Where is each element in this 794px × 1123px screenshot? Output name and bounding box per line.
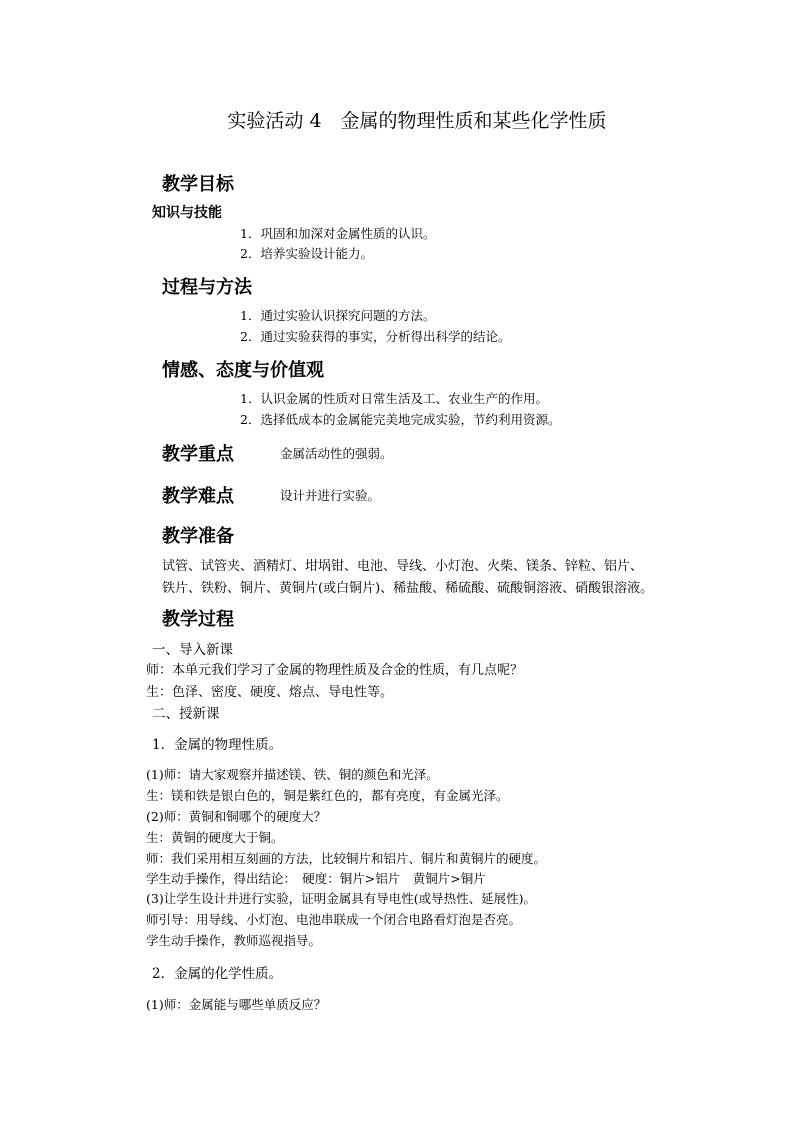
knowledge-item-1: 1．巩固和加深对金属性质的认识。 (240, 226, 436, 241)
emotions-item-2: 2．选择低成本的金属能完美地完成实验，节约利用资源。 (240, 412, 561, 427)
process-heading: 教学过程 (162, 609, 234, 630)
intro-line-2: 生：色泽、密度、硬度、熔点、导电性等。 (146, 685, 394, 700)
emotions-values-heading: 情感、态度与价值观 (162, 360, 324, 381)
preparation-line-1: 试管、试管夹、酒精灯、坩埚钳、电池、导线、小灯泡、火柴、镁条、锌粒、铝片、 (162, 559, 644, 574)
emotions-item-1: 1．认识金属的性质对日常生活及工、农业生产的作用。 (240, 391, 548, 406)
new-lesson-heading: 二、授新课 (152, 706, 220, 722)
process-methods-heading: 过程与方法 (162, 277, 252, 298)
physical-line-5: 师：我们采用相互刻画的方法，比较铜片和铝片、铜片和黄铜片的硬度。 (146, 851, 547, 866)
physical-heading: 1．金属的物理性质。 (152, 737, 283, 753)
physical-line-4: 生：黄铜的硬度大于铜。 (146, 830, 284, 845)
intro-heading: 一、导入新课 (152, 642, 233, 658)
preparation-line-2: 铁片、铁粉、铜片、黄铜片(或白铜片)、稀盐酸、稀硫酸、硫酸铜溶液、硝酸银溶液。 (162, 581, 654, 596)
preparation-heading: 教学准备 (162, 526, 234, 547)
knowledge-item-2: 2．培养实验设计能力。 (240, 246, 373, 261)
difficult-point-heading: 教学难点 (162, 486, 234, 507)
knowledge-skills-heading: 知识与技能 (152, 205, 222, 221)
process-item-2: 2．通过实验获得的事实，分析得出科学的结论。 (240, 329, 511, 344)
chemical-heading: 2．金属的化学性质。 (152, 966, 283, 982)
physical-line-3: (2)师：黄铜和铜哪个的硬度大？ (146, 809, 327, 824)
physical-line-2: 生：镁和铁是银白色的，铜是紫红色的，都有亮度，有金属光泽。 (146, 788, 509, 803)
physical-line-7: (3)让学生设计并进行实验，证明金属具有导电性(或导热性、延展性)。 (146, 891, 536, 906)
physical-line-8: 师引导：用导线、小灯泡、电池串联成一个闭合电路看灯泡是否亮。 (146, 912, 522, 927)
chemical-line-1: (1)师：金属能与哪些单质反应？ (146, 997, 327, 1012)
difficult-point-text: 设计并进行实验。 (280, 488, 381, 503)
process-item-1: 1．通过实验认识探究问题的方法。 (240, 308, 436, 323)
physical-line-9: 学生动手操作，教师巡视指导。 (146, 933, 322, 948)
key-point-heading: 教学重点 (162, 444, 234, 465)
key-point-text: 金属活动性的强弱。 (280, 446, 393, 461)
intro-line-1: 师：本单元我们学习了金属的物理性质及合金的性质，有几点呢？ (146, 663, 524, 678)
teaching-goals-heading: 教学目标 (162, 174, 234, 195)
physical-line-1: (1)师：请大家观察并描述镁、铁、铜的颜色和光泽。 (146, 767, 439, 782)
page-title: 实验活动 4 金属的物理性质和某些化学性质 (227, 110, 607, 132)
physical-line-6: 学生动手操作，得出结论： 硬度：铜片>铝片 黄铜片>铜片 (146, 871, 486, 886)
